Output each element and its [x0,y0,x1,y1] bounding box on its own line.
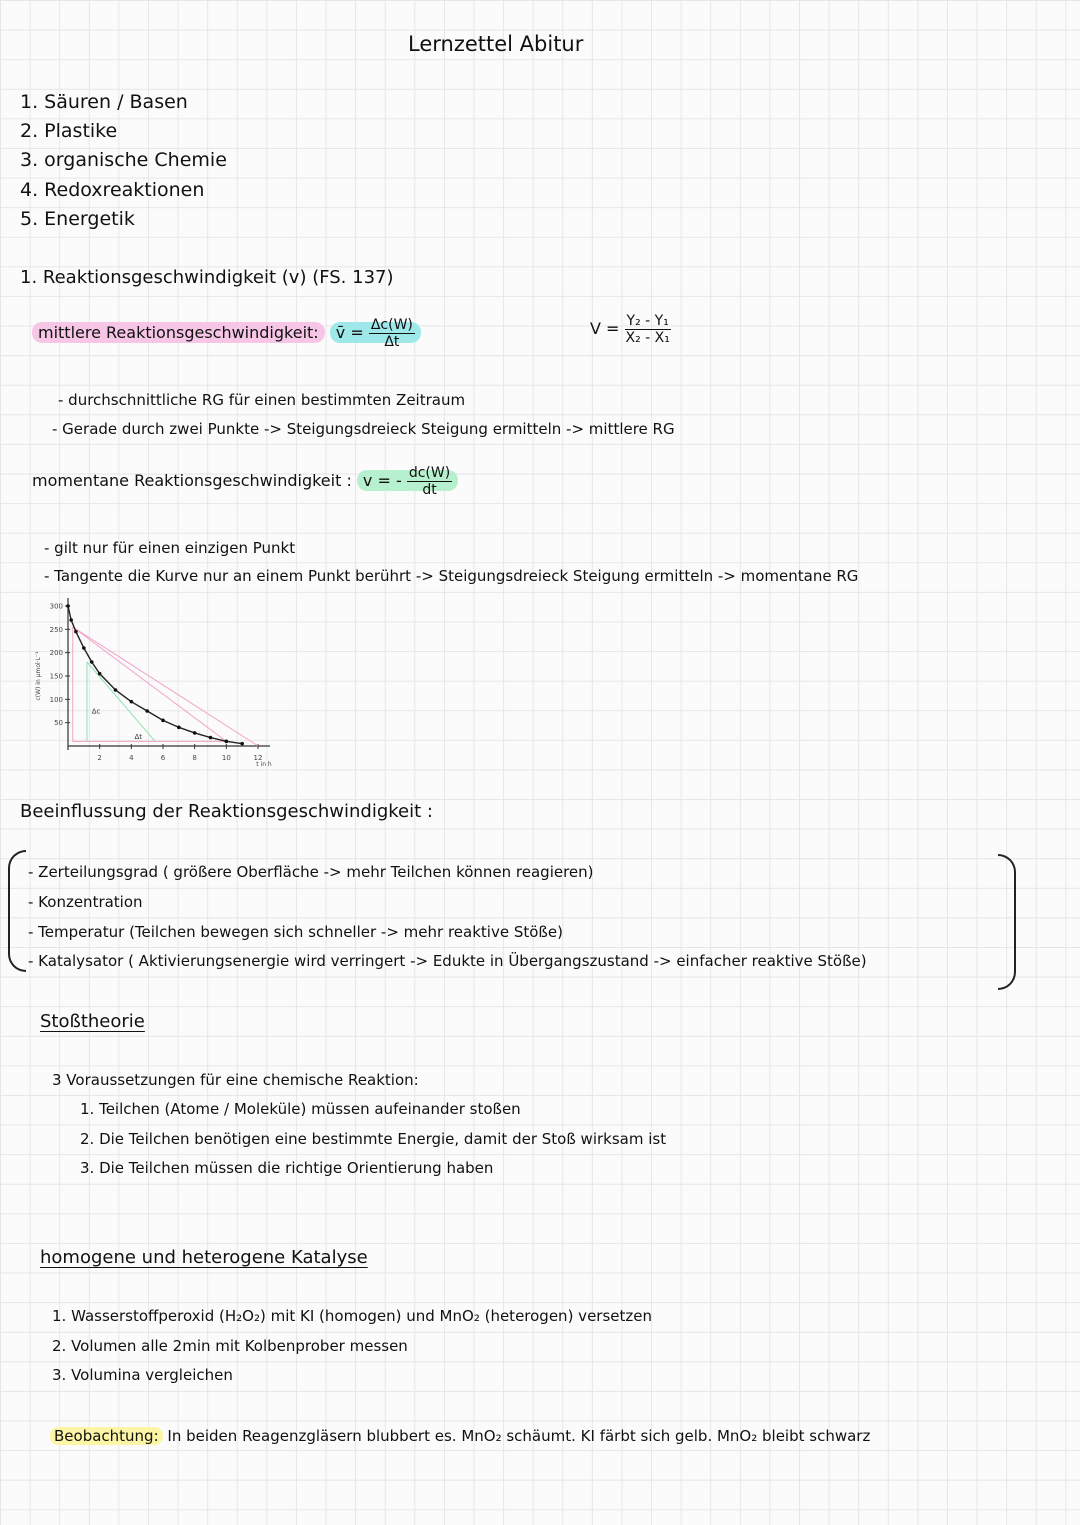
data-point [209,736,213,740]
momentary-bullet: - Tangente die Kurve nur an einem Punkt berührt -> Steigungsdreieck Steigung ermitteln -> momentane RG [44,567,859,585]
influence-item: - Temperatur (Teilchen bewegen sich schneller -> mehr reaktive Stöße) [28,923,563,941]
data-point [82,646,86,650]
data-point [177,726,181,730]
data-point [240,742,244,746]
observation-line [50,1428,870,1445]
observation-label: Beobachtung: [50,1427,163,1445]
observation-text: In beiden Reagenzgläsern blubbert es. MnO₂ schäumt. KI färbt sich gelb. MnO₂ bleibt schwarz [167,1427,871,1445]
page-title: Lernzettel Abitur [408,32,584,56]
data-point [193,731,197,735]
mean-bullet: - durchschnittliche RG für einen bestimmten Zeitraum [58,391,466,409]
mean-rate-denominator: Δt [384,334,400,350]
x-tick-label: 4 [129,754,134,762]
catalysis-heading: homogene und heterogene Katalyse [40,1247,368,1268]
momentary-rate-lhs: v = - [362,471,402,490]
momentary-rate-denominator: dt [422,482,437,498]
x-tick-label: 2 [97,754,102,762]
y-axis-label: c(W) in µmol·L⁻¹ [35,651,42,701]
slope-denominator: X₂ - X₁ [625,330,670,346]
influence-item: - Katalysator ( Aktivierungsenergie wird verringert -> Edukte in Übergangszustand -> einfacher reaktive Stöße) [28,952,867,970]
collision-item: 2. Die Teilchen benötigen eine bestimmte Energie, damit der Stoß wirksam ist [80,1130,667,1148]
secant-line [73,627,258,746]
list-item: 5. Energetik [20,208,135,230]
collision-intro: 3 Voraussetzungen für eine chemische Reaktion: [52,1071,419,1089]
influence-item: - Konzentration [28,893,143,911]
y-tick-label: 150 [49,672,63,681]
data-point [145,709,149,713]
momentary-rate-line [32,466,458,497]
catalysis-step: 3. Volumina vergleichen [52,1366,233,1384]
mean-rate-numerator: Δc(W) [370,317,413,333]
momentary-rate-fraction [407,466,452,497]
x-tick-label: 8 [192,754,197,762]
x-axis-label: t in h [256,761,272,768]
secant-triangle [73,627,227,741]
x-tick-label: 10 [221,754,231,762]
catalysis-step: 1. Wasserstoffperoxid (H₂O₂) mit KI (homogen) und MnO₂ (heterogen) versetzen [52,1307,652,1325]
data-point [130,700,134,704]
data-point [66,604,70,608]
mean-rate-label: mittlere Reaktionsgeschwindigkeit: [32,322,325,343]
x-tick-label: 6 [160,754,166,762]
momentary-rate-numerator: dc(W) [408,465,451,481]
catalysis-step: 2. Volumen alle 2min mit Kolbenprober messen [52,1337,408,1355]
y-tick-label: 100 [49,695,63,704]
momentary-rate-label: momentane Reaktionsgeschwindigkeit : [32,471,352,490]
series-line [68,606,242,744]
data-point [69,618,73,622]
mean-rate-lhs: v̄ = [335,323,364,342]
slope-formula [590,314,671,345]
slope-lhs: V = [590,319,620,338]
mean-rate-fraction [369,318,415,349]
data-point [225,740,229,744]
data-point [161,719,165,723]
y-tick-label: 250 [49,625,63,634]
left-bracket [8,850,26,972]
collision-item: 3. Die Teilchen müssen die richtige Orientierung haben [80,1159,494,1177]
slope-fraction [625,314,671,345]
slope-numerator: Y₂ - Y₁ [626,313,669,329]
influence-item: - Zerteilungsgrad ( größere Oberfläche -> mehr Teilchen können reagieren) [28,863,594,881]
annotation-delta-t: Δt [134,733,143,741]
x-tick-label: 12 [253,754,263,762]
data-point [90,660,94,664]
concentration-time-chart [30,596,280,776]
list-item: 2. Plastike [20,120,118,142]
influence-heading: Beeinflussung der Reaktionsgeschwindigkeit : [20,801,433,822]
right-bracket [998,854,1016,990]
momentary-bullet: - gilt nur für einen einzigen Punkt [44,539,296,557]
mean-rate-line [32,318,421,349]
list-item: 1. Säuren / Basen [20,91,188,113]
mean-rate-formula [330,317,421,350]
collision-item: 1. Teilchen (Atome / Moleküle) müssen aufeinander stoßen [80,1100,521,1118]
list-item: 4. Redoxreaktionen [20,179,205,201]
y-tick-label: 50 [54,719,63,728]
annotation-delta-c: Δc [91,707,101,716]
data-point [114,688,118,692]
data-point [74,630,78,634]
y-tick-label: 300 [49,602,63,611]
list-item: 3. organische Chemie [20,149,227,171]
section-heading-reaction-rate: 1. Reaktionsgeschwindigkeit (v) (FS. 137) [20,267,394,288]
mean-bullet: - Gerade durch zwei Punkte -> Steigungsdreieck Steigung ermitteln -> mittlere RG [52,420,675,438]
y-tick-label: 200 [49,649,63,658]
momentary-rate-formula [357,465,458,498]
collision-heading: Stoßtheorie [40,1011,145,1032]
data-point [98,672,102,676]
